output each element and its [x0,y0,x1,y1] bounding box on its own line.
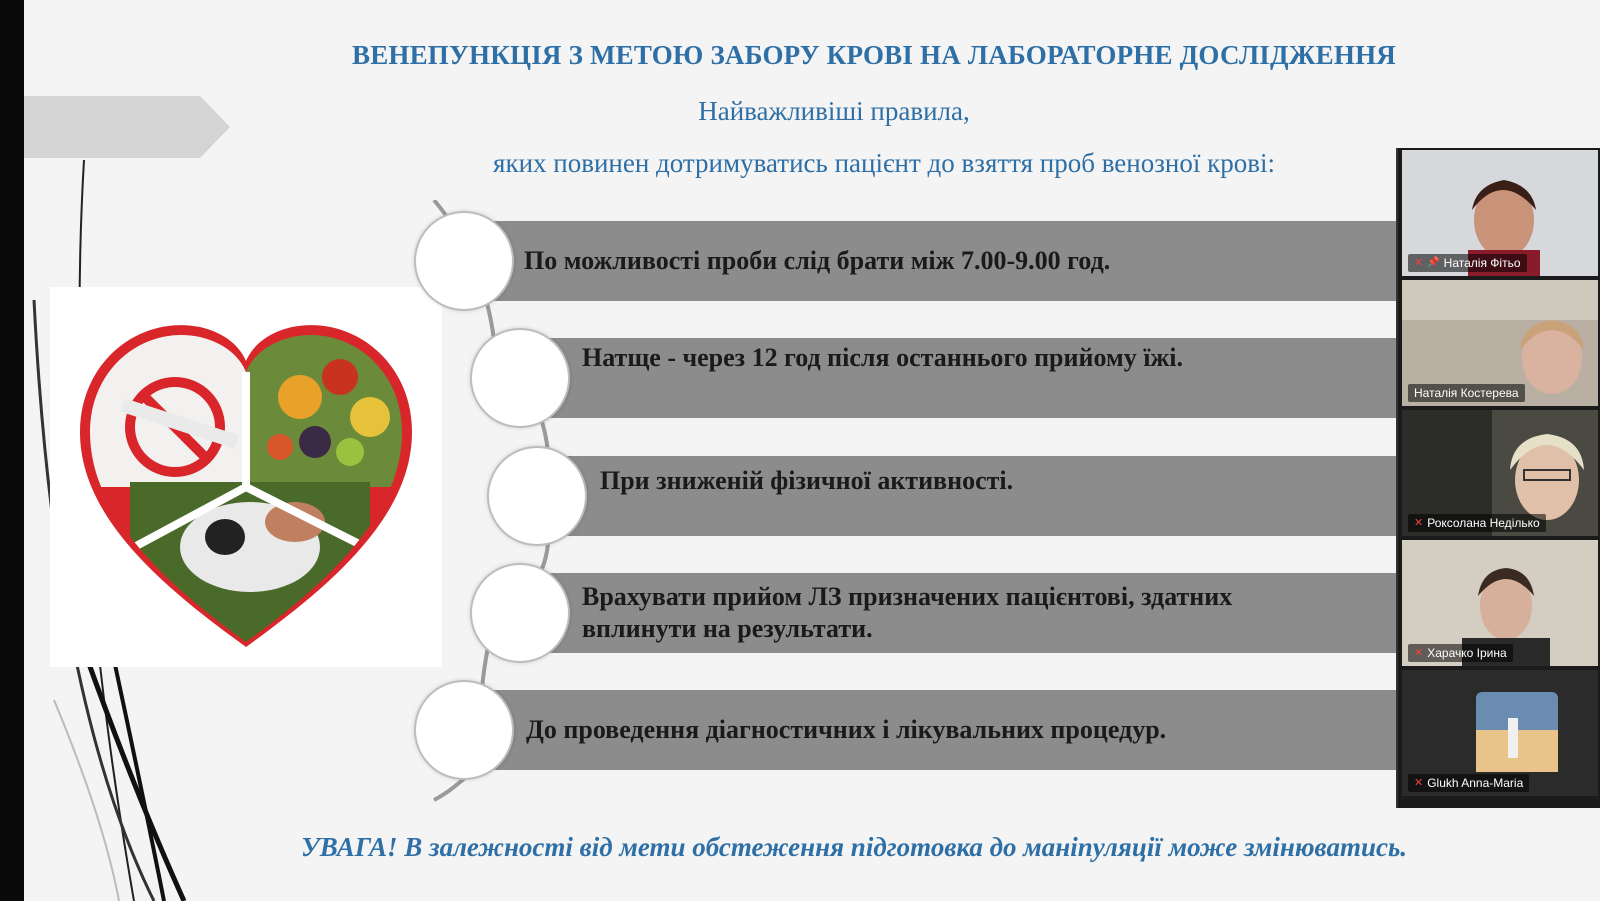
rule-marker-5 [414,680,514,780]
participant-tile-2[interactable] [1402,280,1598,406]
heart-illustration [50,287,442,667]
rule-text-5: До проведення діагностичних і лікувальних процедур. [526,715,1167,744]
rule-marker-1 [414,211,514,311]
pin-icon: 📌 [1427,257,1440,268]
rule-marker-3 [487,446,587,546]
participant-name-tag-1 [1408,254,1527,272]
participant-tile-3[interactable] [1402,410,1598,536]
participant-name-4: Харачко Ірина [1427,646,1507,660]
muted-mic-icon: ✕ [1414,257,1424,269]
presentation-slide [24,0,1600,901]
rule-marker-2 [470,328,570,428]
rule-band-3 [536,456,1424,536]
slide-title: ВЕНЕПУНКЦІЯ З МЕТОЮ ЗАБОРУ КРОВІ НА ЛАБОРАТОРНЕ ДОСЛІДЖЕННЯ [351,40,1396,70]
rule-band-4 [520,573,1424,653]
rule-band-2 [520,338,1424,418]
decorative-arrow-shape [24,96,230,158]
left-edge [0,0,24,901]
muted-mic-icon: ✕ [1414,777,1424,789]
participant-name-3: Роксолана Неділько [1427,516,1540,530]
slide-subtitle-line2: яких повинен дотримуватись пацієнт до взяття проб венозної крові: [493,148,1275,178]
participant-name-tag-3 [1408,514,1546,532]
participant-tile-5[interactable] [1402,670,1598,796]
heart-healthy-lifestyle-icon [50,287,442,667]
rule-band-1 [464,221,1424,301]
participant-name-tag-5 [1408,774,1529,792]
participant-name-1: Наталія Фітьо [1443,256,1521,270]
participants-video-panel[interactable] [1396,148,1600,808]
participant-name-2: Наталія Костерева [1414,386,1519,400]
participant-name-5: Glukh Anna-Maria [1427,776,1524,790]
participant-name-tag-2 [1408,384,1525,402]
participant-tile-4[interactable] [1402,540,1598,666]
rule-text-4-line2: вплинути на результати. [582,614,873,643]
participant-name-tag-4 [1408,644,1513,662]
rule-text-1: По можливості проби слід брати між 7.00-9.00 год. [524,246,1111,275]
rule-band-5 [464,690,1424,770]
rule-marker-4 [470,563,570,663]
rule-text-3: При зниженій фізичної активності. [600,466,1014,495]
slide-subtitle-line1: Найважливіші правила, [698,96,970,126]
muted-mic-icon: ✕ [1414,517,1424,529]
muted-mic-icon: ✕ [1414,647,1424,659]
slide-warning: УВАГА! В залежності від мети обстеження підготовка до маніпуляції може змінюватись. [300,832,1408,862]
rule-text-2: Натще - через 12 год після останнього прийому їжі. [582,343,1183,372]
participant-tile-1[interactable] [1402,150,1598,276]
rule-text-4-line1: Врахувати прийом ЛЗ призначених пацієнтові, здатних [582,582,1233,611]
